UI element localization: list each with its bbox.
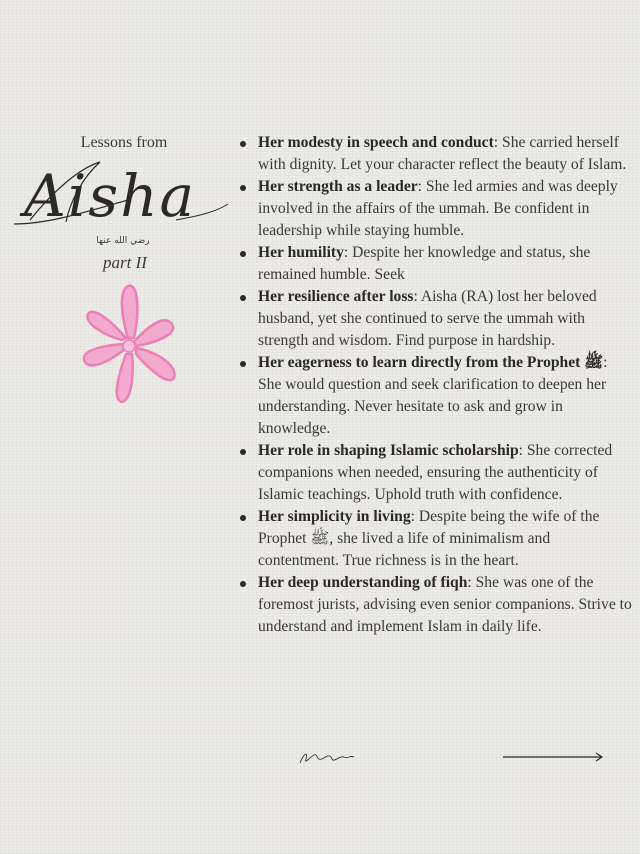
bullet-dot-icon <box>240 515 246 521</box>
lesson-body: : She corrected companions when needed, ensuring the authenticity of Islamic teachings. Uphold truth with confidence. <box>258 442 613 503</box>
bullet-dot-icon <box>240 295 246 301</box>
bullet-dot-icon <box>240 185 246 191</box>
lesson-title: Her simplicity in living <box>258 508 411 525</box>
aisha-title-text: Aisha <box>24 162 197 230</box>
lesson-body: : Aisha (RA) lost her beloved husband, yet she continued to serve the ummah with strength and wisdom. Find purpose in hardship. <box>258 288 597 349</box>
lesson-body: : She was one of the foremost jurists, advising even senior companions. Strive to understand and implement Islam in daily life. <box>258 574 632 635</box>
list-item <box>236 286 632 352</box>
right-arrow-icon[interactable] <box>503 750 605 764</box>
lesson-title: Her strength as a leader <box>258 178 418 195</box>
bullet-dot-icon <box>240 449 246 455</box>
lesson-body: : She led armies and was deeply involved in the affairs of the ummah. Be confident in leadership while staying humble. <box>258 178 618 239</box>
list-item <box>236 506 632 572</box>
lesson-body: : Despite her knowledge and status, she remained humble. Seek <box>258 244 591 283</box>
lesson-title: Her deep understanding of fiqh <box>258 574 468 591</box>
aisha-title <box>8 150 230 236</box>
bullet-dot-icon <box>240 581 246 587</box>
bullet-dot-icon <box>240 141 246 147</box>
lesson-title: Her eagerness to learn directly from the Prophet ﷺ <box>258 354 604 371</box>
lesson-body: : She would question and seek clarification to deepen her understanding. Never hesitate to ask and grow in knowledge. <box>258 354 608 437</box>
bullet-dot-icon <box>240 251 246 257</box>
lesson-title: Her humility <box>258 244 344 261</box>
lesson-title: Her resilience after loss <box>258 288 414 305</box>
signature <box>296 747 356 769</box>
title-panel <box>0 0 240 854</box>
list-item <box>236 352 632 440</box>
list-item <box>236 572 632 638</box>
list-item <box>236 176 632 242</box>
lessons-list <box>236 132 632 638</box>
lesson-title: Her modesty in speech and conduct <box>258 134 494 151</box>
lesson-title: Her role in shaping Islamic scholarship <box>258 442 519 459</box>
list-item <box>236 440 632 506</box>
arabic-honorific: رضي الله عنها <box>96 236 150 246</box>
list-item <box>236 242 632 286</box>
lesson-body: : Despite being the wife of the Prophet ﷺ, she lived a life of minimalism and contentment. True richness is in the heart. <box>258 508 600 569</box>
part-label: part II <box>103 253 147 272</box>
lesson-body: : She carried herself with dignity. Let your character reflect the beauty of Islam. <box>258 134 627 173</box>
lessons-from-label: Lessons from <box>80 134 168 151</box>
list-item <box>236 132 632 176</box>
pink-flower-icon <box>78 280 182 408</box>
bullet-dot-icon <box>240 361 246 367</box>
